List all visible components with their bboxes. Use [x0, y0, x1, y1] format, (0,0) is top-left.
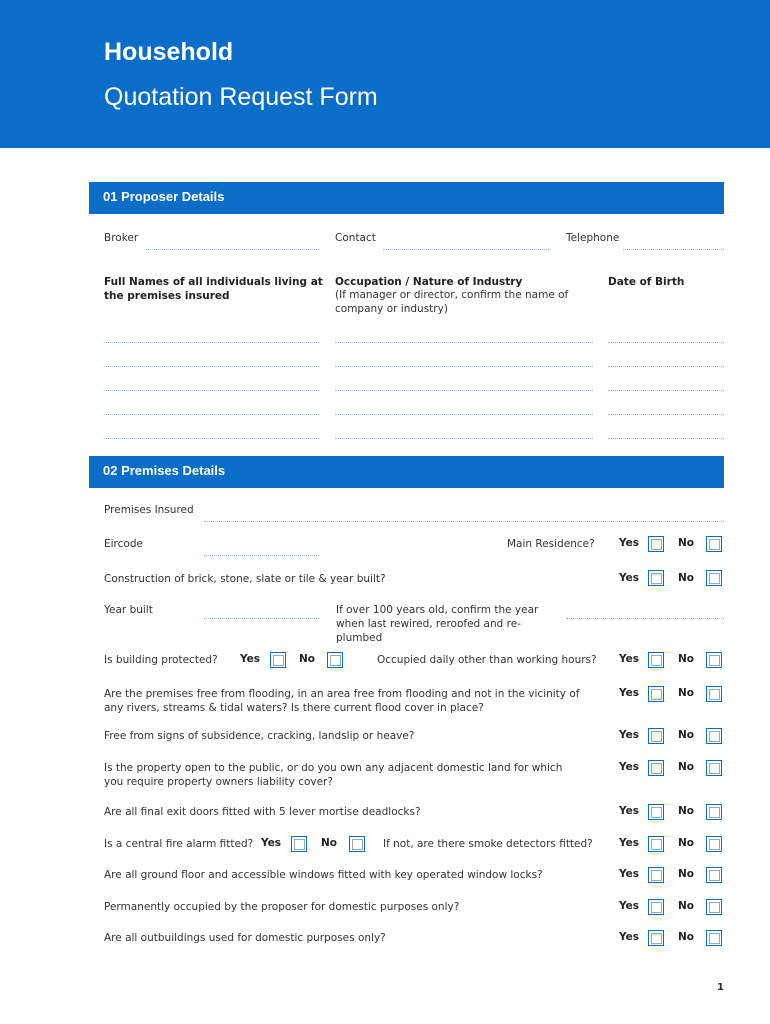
yes-label: Yes	[619, 572, 640, 584]
section-2-header	[89, 456, 724, 488]
flooding-label: Are the premises free from flooding, in an area free from flooding and not in the vicinity of any rivers, streams & tidal waters? Is there current flood cover in place?	[104, 688, 580, 714]
no-label: No	[678, 805, 695, 817]
no-label: No	[678, 868, 695, 880]
broker-label: Broker	[104, 232, 139, 244]
open-public-label: Is the property open to the public, or do you own any adjacent domestic land for which you require property owners liability cover?	[104, 762, 563, 788]
yes-label: Yes	[619, 931, 640, 943]
occupation-field[interactable]	[335, 366, 593, 367]
telephone-field[interactable]	[623, 249, 724, 250]
year-built-label: Year built	[104, 604, 153, 616]
open-public-yes-checkbox[interactable]	[648, 760, 664, 776]
open-public-no-checkbox[interactable]	[706, 760, 722, 776]
contact-field[interactable]	[383, 249, 549, 250]
fire-alarm-yes-checkbox[interactable]	[291, 836, 307, 852]
exit-doors-no-checkbox[interactable]	[706, 804, 722, 820]
contact-label: Contact	[335, 232, 376, 244]
yes-label: Yes	[619, 653, 640, 665]
permanently-occupied-yes-checkbox[interactable]	[648, 899, 664, 915]
yes-label: Yes	[619, 687, 640, 699]
construction-no-checkbox[interactable]	[706, 570, 722, 586]
occupied-daily-yes-checkbox[interactable]	[648, 652, 664, 668]
no-label: No	[321, 837, 338, 849]
permanently-occupied-label: Permanently occupied by the proposer for domestic purposes only?	[104, 901, 460, 913]
no-label: No	[678, 931, 695, 943]
eircode-field[interactable]	[204, 555, 319, 556]
dob-field[interactable]	[608, 342, 724, 343]
no-label: No	[678, 537, 695, 549]
name-field[interactable]	[104, 390, 319, 391]
yes-label: Yes	[619, 805, 640, 817]
construction-yes-checkbox[interactable]	[648, 570, 664, 586]
no-label: No	[678, 761, 695, 773]
outbuildings-no-checkbox[interactable]	[706, 930, 722, 946]
yes-label: Yes	[619, 900, 640, 912]
premises-insured-field[interactable]	[204, 521, 724, 522]
occupation-note: (If manager or director, confirm the name of company or industry)	[335, 289, 569, 315]
occupation-field[interactable]	[335, 414, 593, 415]
occupation-field[interactable]	[335, 390, 593, 391]
page-number: 1	[717, 982, 724, 993]
protected-yes-checkbox[interactable]	[270, 652, 286, 668]
names-heading: Full Names of all individuals living at the premises insured	[104, 276, 323, 302]
section-2-title: 02 Premises Details	[103, 463, 226, 478]
section-1-header	[89, 182, 724, 214]
yes-label: Yes	[619, 837, 640, 849]
telephone-label: Telephone	[566, 232, 620, 244]
flooding-yes-checkbox[interactable]	[648, 686, 664, 702]
flooding-no-checkbox[interactable]	[706, 686, 722, 702]
occupation-field[interactable]	[335, 342, 593, 343]
no-label: No	[299, 653, 316, 665]
window-locks-yes-checkbox[interactable]	[648, 867, 664, 883]
yes-label: Yes	[619, 537, 640, 549]
smoke-detectors-no-checkbox[interactable]	[706, 836, 722, 852]
main-residence-label: Main Residence?	[507, 538, 595, 550]
occupied-daily-label: Occupied daily other than working hours?	[377, 654, 597, 666]
subsidence-no-checkbox[interactable]	[706, 728, 722, 744]
exit-doors-yes-checkbox[interactable]	[648, 804, 664, 820]
smoke-detectors-label: If not, are there smoke detectors fitted?	[383, 838, 593, 850]
yes-label: Yes	[240, 653, 261, 665]
yes-label: Yes	[261, 837, 282, 849]
fire-alarm-label: Is a central fire alarm fitted?	[104, 838, 254, 850]
smoke-detectors-yes-checkbox[interactable]	[648, 836, 664, 852]
name-field[interactable]	[104, 438, 319, 439]
premises-insured-label: Premises Insured	[104, 504, 194, 516]
exit-doors-label: Are all final exit doors fitted with 5 lever mortise deadlocks?	[104, 806, 421, 818]
yes-label: Yes	[619, 729, 640, 741]
outbuildings-label: Are all outbuildings used for domestic purposes only?	[104, 932, 386, 944]
dob-heading: Date of Birth	[608, 276, 685, 288]
protected-no-checkbox[interactable]	[327, 652, 343, 668]
rewired-year-field[interactable]	[566, 618, 724, 619]
construction-label: Construction of brick, stone, slate or tile & year built?	[104, 573, 386, 585]
dob-field[interactable]	[608, 366, 724, 367]
building-protected-label: Is building protected?	[104, 654, 218, 666]
no-label: No	[678, 572, 695, 584]
broker-field[interactable]	[146, 249, 319, 250]
no-label: No	[678, 900, 695, 912]
yes-label: Yes	[619, 868, 640, 880]
window-locks-no-checkbox[interactable]	[706, 867, 722, 883]
occupation-heading: Occupation / Nature of Industry	[335, 276, 523, 288]
year-built-field[interactable]	[204, 618, 319, 619]
dob-field[interactable]	[608, 414, 724, 415]
no-label: No	[678, 729, 695, 741]
fire-alarm-no-checkbox[interactable]	[349, 836, 365, 852]
section-1-title: 01 Proposer Details	[103, 189, 225, 204]
main-residence-yes-checkbox[interactable]	[648, 536, 664, 552]
occupied-daily-no-checkbox[interactable]	[706, 652, 722, 668]
no-label: No	[678, 653, 695, 665]
form-subtitle: Quotation Request Form	[104, 83, 378, 111]
window-locks-label: Are all ground floor and accessible windows fitted with key operated window locks?	[104, 869, 543, 881]
permanently-occupied-no-checkbox[interactable]	[706, 899, 722, 915]
dob-field[interactable]	[608, 390, 724, 391]
form-title: Household	[104, 38, 234, 66]
header-banner	[0, 0, 770, 148]
occupation-field[interactable]	[335, 438, 593, 439]
over-100-years-label: If over 100 years old, confirm the year when last rewired, reroofed and re-plumbed	[336, 604, 539, 644]
no-label: No	[678, 687, 695, 699]
subsidence-label: Free from signs of subsidence, cracking, landslip or heave?	[104, 730, 415, 742]
yes-label: Yes	[619, 761, 640, 773]
name-field[interactable]	[104, 414, 319, 415]
dob-field[interactable]	[608, 438, 724, 439]
eircode-label: Eircode	[104, 538, 143, 550]
main-residence-no-checkbox[interactable]	[706, 536, 722, 552]
outbuildings-yes-checkbox[interactable]	[648, 930, 664, 946]
no-label: No	[678, 837, 695, 849]
subsidence-yes-checkbox[interactable]	[648, 728, 664, 744]
name-field[interactable]	[104, 366, 319, 367]
name-field[interactable]	[104, 342, 319, 343]
